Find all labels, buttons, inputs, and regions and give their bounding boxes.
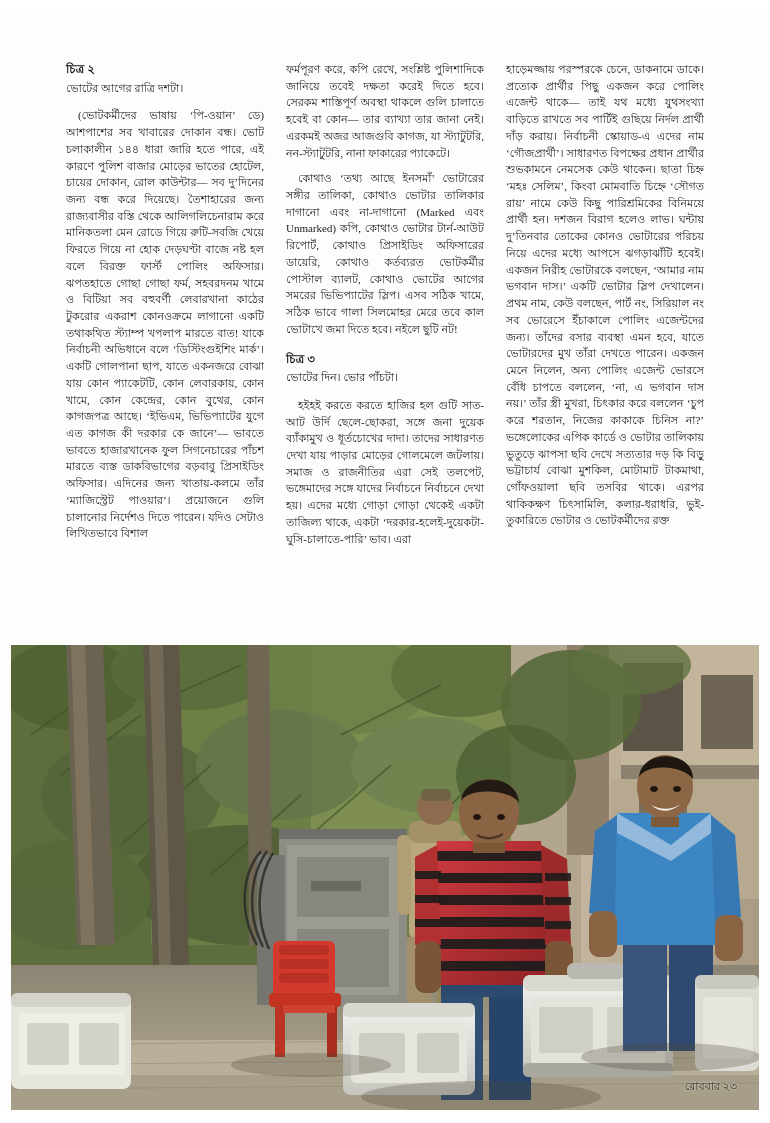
page-label: রোববার ২৩ [684, 1081, 737, 1093]
article-photograph [11, 645, 759, 1110]
paragraph: কোথাও ‘তথ্য আছে ইনসমাঁ’ ভোটারের সঙ্গীর তালিকা, কোথাও ভোটার তালিকার দাগানো এবং না-দাগানো (Marked এবং Unmarked) কপি, কোথাও ভোটার টার্ন-আউট রিপোর্ট, কোথাও প্রিসাইডিং অফিসারের ডায়েরি, কোথাও কর্তব্যরত ভোটকর্মীর পোস্টাল ব্যালট, কোথাও ভোটের আগের সমরের ভিভিপ্যাটের স্লিপ। এসব সঠিক খামে, সঠিক ভাবে গালা সিলমোহর মেরে তবে কাল ভোটাখে জমা দিতে হবে। নইলে ছুটি নট! [286, 173, 484, 336]
text-column-1 [66, 62, 264, 622]
paragraph: হাড়েমজ্জায় পরস্পরকে চেনে, ডাকনামে ডাকে। প্রত্যেক প্রার্থীর পিছু একজন করে পোলিং এজেন্ট থাকে— তাই যথ মধ্যে যুথসংখ্যা বাড়িতে রাখতে সব পার্টিই গুছিয়ে নির্দল প্রার্থী দাঁড় করায়। নির্বাচনী স্কোয়াড-এ এদের নাম ‘গৌজপ্রার্থী’। সাধারণত বিপক্ষের প্রধান প্রার্থীর শুভকামনে নেমসেক কেউ থাকেন। ছাতা চিহ্ন ‘মহঃ সেলিম’, কিংবা মোমবাতি চিহ্নে ‘সৌগত রায়’ নামে কেউ কিছু পারিশ্রমিকের বিনিময়ে প্রার্থী হন। দশজন বিরাগ হলেও লাভ। ঘন্টায় দু’তিনবার তোকের কোনও ভোটারের পরিচয় নিয়ে এদের মধ্যে আপসে ঝগড়াঝাঁটি হবেই। একজন নিরীহ ভোটারকে বলছেন, ‘আমার নাম ভগবান দাস।’ একটি ভোটার স্লিপ দেখালেন। প্রথম নাম, কেউ বলছেন, পার্ট নং, সিরিয়াল নং সব ভোরেসে ইঁচাকালে পোলিং এজেন্টদের জন্য। তাঁদের বসার ব্যবস্থা এমন হবে, যাতে ভোটারদের মুখ তাঁরা দেখতে পারেন। একজন মেনে নিলেন, অন্য পোলিং এজেন্ট ভোরসে বেঁধি চাপতে বললেন, ‘না, এ ভগবান দাস নয়।’ তাঁর স্ত্রী মুখরা, চিৎকার করে বললেন ‘চুপ করে শরতান, নিজের কাকাকে চিনিস না?’ ভঙ্গেলোকের এপিক কার্ডে ও ভোটার তালিকায় ভুতুড়ে ঝাপসা ছবি দেখে সত্যতার দড় কি বিড়ু ভট্টাচার্য বোঝা মুশকিল, মোটামাট টাকমাথা, গোঁফওয়ালা ছবি তসবির থাকে। এরপর থাকিকক্ষণ চিৎসামিলি, কলার-ধরাধরি, ভুই-তুকারিতে ভোটার ও ভোটকর্মীদের রক্ত [506, 64, 704, 528]
text-column-2 [286, 62, 484, 622]
paragraph: ভোটের দিন। ভোর পাঁচটা। [286, 372, 398, 385]
paragraph: (ভোটকর্মীদের ভাষায় ‘পি-ওয়ান’ ডে) আশপাশের সব খাবারের দোকান বন্ধ। ভোট চলাকালীন ১৪৪ ধারা জারি হতে পারে, এই কারণে পুলিশ বাজার মোড়ের ভাতের হোটেল, চায়ের দোকান, রোল কাউন্টার— সব দু’দিনের জন্য বন্ধ করে দিয়েছে। তৈশাহারের জন্য রাজ্যবাসীর বস্তি থেকে আলিগলিচেনারাম করে মানিকতলা মেন রোডে গিয়ে রুটি-সবজি খেয়ে ফিরতে গিয়ে না হোক দেড়ঘণ্টা বাজে নষ্ট হল বলে বিরক্ত ফার্স্ট পোলিং অফিসার। ঝপতহাতে গোছা গোছা ফর্ম, সহবরদনম খামে ও বিটিয়া সব বহুবর্ণী লেবারখানা কাঠের টুকরোর একরাশ কোনওক্রমে লাগানো একটি তথাকথিত স্ট্যাম্প খপলাপ মারতে বাত! যাকে নির্বাচনী অভিধানে বলে ‘ডিস্টিংগুইশিং মার্ক’। একটি গোলপানা ছাপ, যাতে একনজরে বোঝা যায় কোন প্যাকেটটি, কোন লেবারকায়, কোন খামে, কোন কেন্দ্রের, কোন বুথের, কোন কাগজপত্র আছে। ‘ইভিএম, ভিভিপ্যাটের যুগে এত কাগজ কী দরকার কে জানে’— ভাবতে ভাবতে হাজারখানেক ফুল সিগনেচারের পাঁচশ মারতে ব্যস্ত ডাকবিভাগের বড়বাবু প্রিসাইডিং অফিসার। এদিনের জন্য খাতায়-কলমে তাঁর ‘ম্যাজিস্ট্রেট পাওয়ার’। প্রয়োজনে গুলি চালানোর নির্দেশও দিতে পারেন। যদিও সেটাও লিখিতভাবে বিশাল [66, 110, 264, 541]
figure-heading-3: চিত্র ৩ [286, 353, 316, 366]
figure-heading-2: চিত্র ২ [66, 64, 96, 76]
paragraph: ফর্মপূরণ করে, কপি রেখে, সংশ্লিষ্ট পুলিশাদিকে জানিয়ে তবেই দক্ষতা করেই দিতে হবে। সেরকম শাস্তিপূর্ণ অবস্থা থাকলে গুলি চালাতে হবেই বা কোন— তার ব্যাখ্যা তার জানা নেই। এরকমই অজর আজগুবি কাগজ, যা স্ট্যাটুটরি, নন-স্ট্যাটুটরি, নানা ফাকারের প্যাকেটে। [286, 64, 484, 160]
page-top-margin [0, 0, 770, 11]
figure-heading-block-2 [286, 352, 484, 387]
page-bottom-margin [0, 1111, 770, 1123]
article-text-area [66, 62, 706, 622]
text-column-3 [506, 62, 704, 622]
figure-heading-block-1 [66, 62, 264, 97]
paragraph: ভোটের আগের রাত্রি দশটা। [66, 82, 184, 95]
paragraph: হইহই করতে করতে হাজির হল গুটি সাত-আট উর্দি ছেলে-ছোকরা, সঙ্গে জনা দুয়েক ব্যাঁকামুখ ও ধূর্তচোখের দাদা। তাদের সাধারণত দেখা যায় পাড়ার মোড়ের গোলমেলে জটলায়। সমাজ ও রাজনীতির এরা সেই তলপেট, ভঙ্গেমাদের সঙ্গে যাদের নির্বাচনে নির্বাচনে দেখা হয়। এদের মধ্যে গোড়া গোড়া থেকেই একটা তাজিল্য থাকে, একটা ‘দরকার-হলেই-দুয়েকটা-ঘুসি-চালাতে-পারি’ ভাব। এরা [286, 399, 484, 546]
